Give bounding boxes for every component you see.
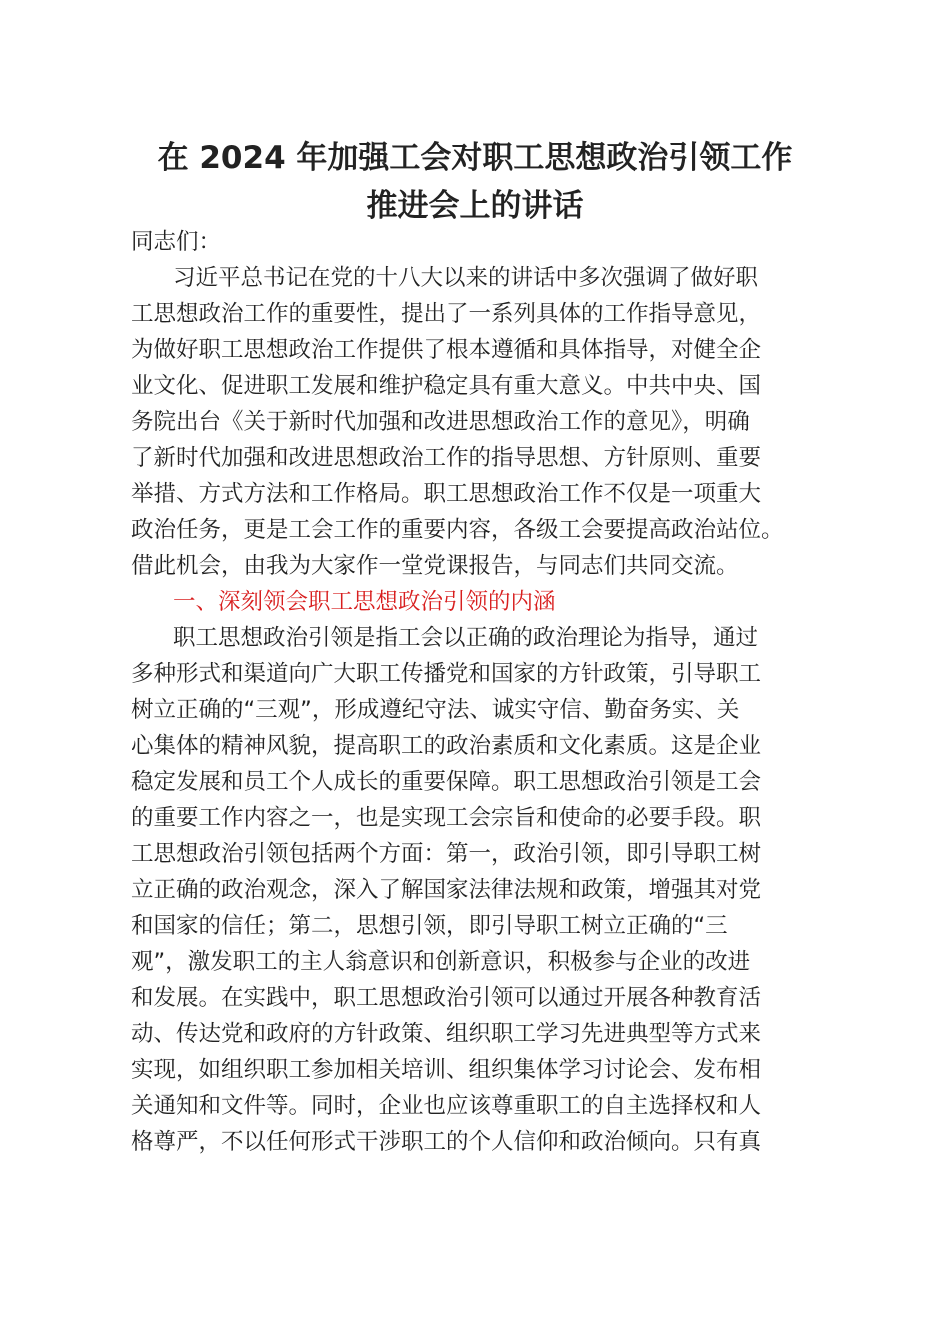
paragraph-2-line: 稳定发展和员工个人成长的重要保障。职工思想政治引领是工会 [131,769,762,795]
paragraph-1-line: 借此机会，由我为大家作一堂党课报告，与同志们共同交流。 [131,553,739,579]
section-heading: 一、深刻领会职工思想政治引领的内涵 [173,589,556,615]
document-title-line-2: 推进会上的讲话 [366,188,584,224]
paragraph-2-line: 观”，激发职工的主人翁意识和创新意识，积极参与企业的改进 [131,949,751,975]
paragraph-1-line: 业文化、促进职工发展和维护稳定具有重大意义。中共中央、国 [131,373,762,399]
paragraph-2-line: 实现，如组织职工参加相关培训、组织集体学习讨论会、发布相 [131,1057,762,1083]
salutation: 同志们： [131,229,222,255]
document-body [131,224,851,1160]
paragraph-2-line: 立正确的政治观念，深入了解国家法律法规和政策，增强其对党 [131,877,762,903]
paragraph-2-line: 多种形式和渠道向广大职工传播党和国家的方针政策，引导职工 [131,661,762,687]
paragraph-2-line: 动、传达党和政府的方针政策、组织职工学习先进典型等方式来 [131,1021,762,1047]
paragraph-2-line: 职工思想政治引领是指工会以正确的政治理论为指导，通过 [173,625,759,651]
paragraph-1-line: 习近平总书记在党的十八大以来的讲话中多次强调了做好职 [173,265,759,291]
paragraph-2-line: 格尊严，不以任何形式干涉职工的个人信仰和政治倾向。只有真 [131,1129,762,1155]
paragraph-1-line: 举措、方式方法和工作格局。职工思想政治工作不仅是一项重大 [131,481,762,507]
paragraph-2-line: 和发展。在实践中，职工思想政治引领可以通过开展各种教育活 [131,985,762,1011]
paragraph-2-line: 的重要工作内容之一，也是实现工会宗旨和使命的必要手段。职 [131,805,762,831]
paragraph-1-line: 工思想政治工作的重要性，提出了一系列具体的工作指导意见， [131,301,762,327]
paragraph-2-line: 工思想政治引领包括两个方面：第一，政治引领，即引导职工树 [131,841,762,867]
paragraph-1-line: 政治任务，更是工会工作的重要内容，各级工会要提高政治站位。 [131,517,784,543]
paragraph-2-line: 关通知和文件等。同时，企业也应该尊重职工的自主选择权和人 [131,1093,762,1119]
paragraph-1-line: 务院出台《关于新时代加强和改进思想政治工作的意见》，明确 [131,409,750,435]
paragraph-2-line: 心集体的精神风貌，提高职工的政治素质和文化素质。这是企业 [131,733,762,759]
paragraph-2-line: 和国家的信任；第二，思想引领，即引导职工树立正确的“三 [131,913,728,939]
paragraph-1-line: 了新时代加强和改进思想政治工作的指导思想、方针原则、重要 [131,445,762,471]
document-title-line-1: 在 2024 年加强工会对职工思想政治引领工作 [157,140,793,176]
paragraph-2-line: 树立正确的“三观”，形成遵纪守法、诚实守信、勤奋务实、关 [131,697,740,723]
paragraph-1-line: 为做好职工思想政治工作提供了根本遵循和具体指导，对健全企 [131,337,762,363]
